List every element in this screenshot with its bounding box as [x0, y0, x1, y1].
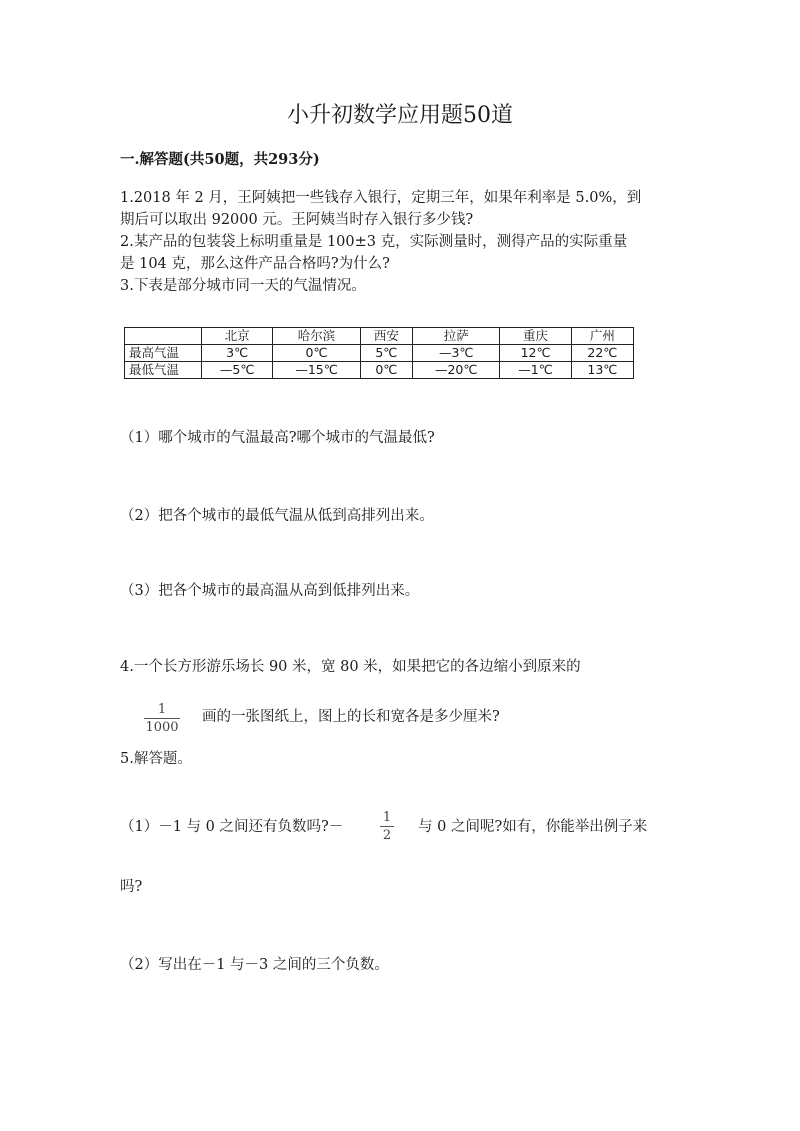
question-4-line-2: 画的一张图纸上，图上的长和宽各是多少厘米?	[202, 709, 500, 725]
question-3-sub-3: （3）把各个城市的最高温从高到低排列出来。	[120, 583, 420, 599]
page-title: 小升初数学应用题50道	[287, 103, 513, 128]
fraction-bar	[380, 826, 394, 827]
table-header-row	[125, 328, 634, 345]
table-cell: 22℃	[571, 345, 633, 362]
question-2-line-1: 2.某产品的包装袋上标明重量是 100±3 克，实际测量时，测得产品的实际重量	[120, 234, 628, 250]
row-label: 最高气温	[125, 345, 202, 362]
city-header: 北京	[202, 328, 273, 345]
question-5-sub-1-start: （1）－1 与 0 之间还有负数吗?－	[120, 819, 344, 835]
question-1-line-2: 期后可以取出 92000 元。王阿姨当时存入银行多少钱?	[120, 212, 474, 228]
question-3-text: 3.下表是部分城市同一天的气温情况。	[120, 278, 366, 294]
question-2-line-2: 是 104 克，那么这件产品合格吗?为什么?	[120, 256, 390, 272]
table-cell: —5℃	[202, 362, 273, 379]
table-cell: 5℃	[360, 345, 412, 362]
table-corner-cell	[125, 328, 202, 345]
table-cell: —20℃	[413, 362, 500, 379]
question-4-line-1: 4.一个长方形游乐场长 90 米，宽 80 米，如果把它的各边缩小到原来的	[120, 659, 581, 675]
question-1-line-1: 1.2018 年 2 月，王阿姨把一些钱存入银行，定期三年，如果年利率是 5.0%，到	[120, 190, 642, 206]
city-header: 广州	[571, 328, 633, 345]
table-cell: 0℃	[360, 362, 412, 379]
question-3-sub-1: （1）哪个城市的气温最高?哪个城市的气温最低?	[120, 430, 435, 446]
fraction-one-half	[380, 810, 394, 843]
question-5-sub-1-end: 与 0 之间呢?如有，你能举出例子来	[418, 819, 648, 835]
table-cell: 0℃	[273, 345, 360, 362]
section-header: 一.解答题(共50题，共293分)	[120, 151, 320, 168]
fraction-bar	[144, 718, 180, 719]
city-header: 西安	[360, 328, 412, 345]
fraction-numerator: 1	[157, 702, 167, 717]
fraction-denominator: 1000	[145, 720, 179, 735]
question-3-sub-2: （2）把各个城市的最低气温从低到高排列出来。	[120, 508, 434, 524]
city-header: 重庆	[500, 328, 571, 345]
city-header: 拉萨	[413, 328, 500, 345]
question-5-sub-2: （2）写出在－1 与－3 之间的三个负数。	[120, 957, 389, 973]
question-5-text: 5.解答题。	[120, 751, 192, 767]
table-cell: —15℃	[273, 362, 360, 379]
table-cell: —3℃	[413, 345, 500, 362]
fraction-numerator: 1	[382, 810, 392, 825]
table-cell: 12℃	[500, 345, 571, 362]
question-5-sub-1-continued: 吗?	[120, 879, 143, 895]
row-label: 最低气温	[125, 362, 202, 379]
city-header: 哈尔滨	[273, 328, 360, 345]
fraction-denominator: 2	[382, 828, 392, 843]
table-cell: 13℃	[571, 362, 633, 379]
table-cell: 3℃	[202, 345, 273, 362]
table-row	[125, 362, 634, 379]
fraction-one-thousandth	[144, 702, 180, 735]
table-cell: —1℃	[500, 362, 571, 379]
table-row	[125, 345, 634, 362]
temperature-table	[124, 327, 634, 379]
